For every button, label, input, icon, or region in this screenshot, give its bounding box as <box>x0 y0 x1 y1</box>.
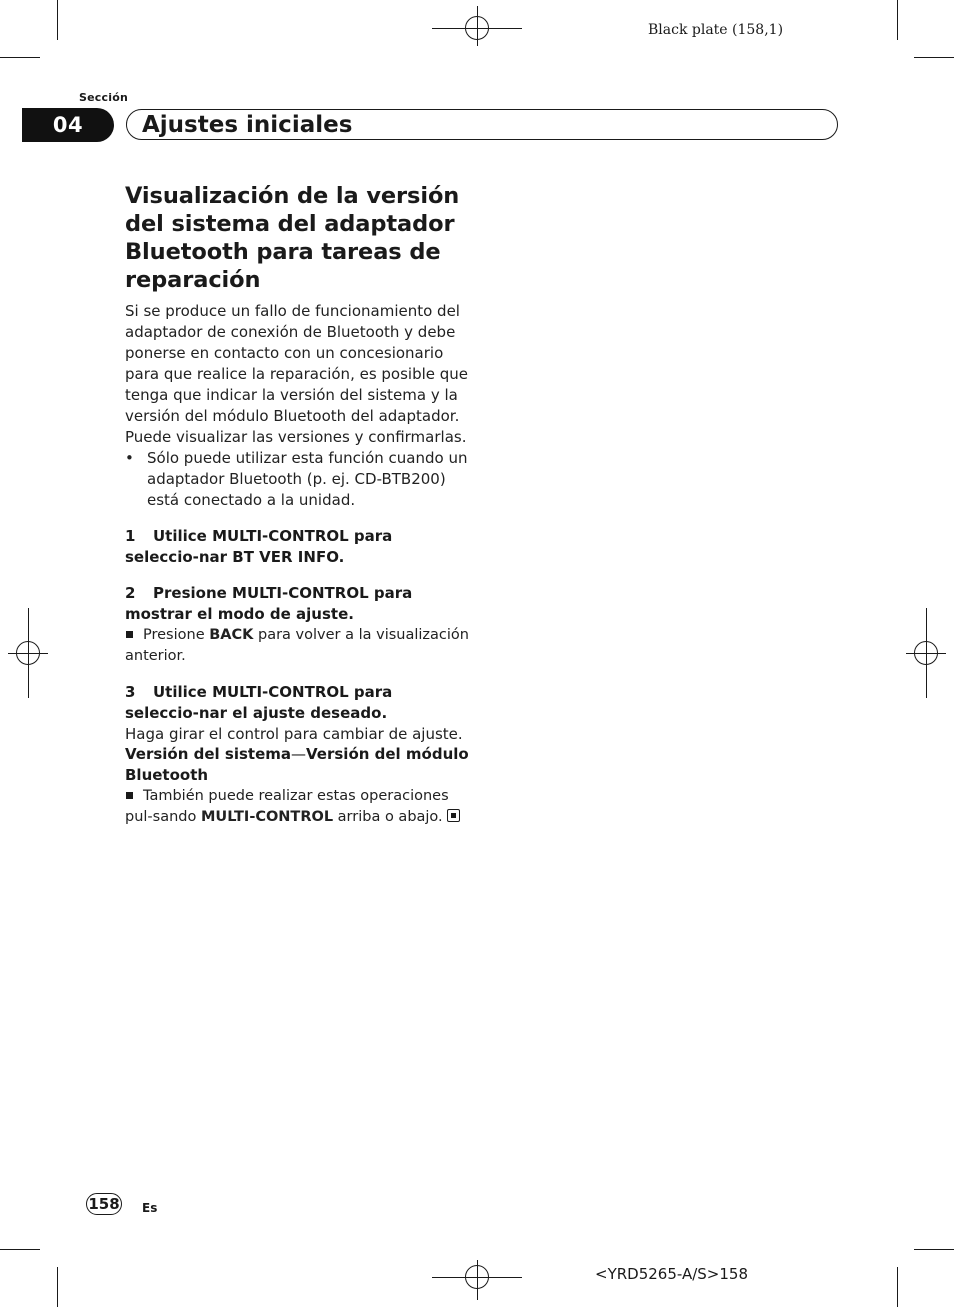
bullet-item <box>125 448 470 511</box>
end-mark-icon <box>447 809 460 822</box>
note-square-icon <box>126 792 133 799</box>
page-number-badge <box>86 1193 122 1215</box>
step-number: 2 <box>125 584 136 602</box>
option-module-version: Versión del módulo Bluetooth <box>125 745 469 784</box>
page-number: 158 <box>88 1195 120 1213</box>
section-number: 04 <box>52 113 84 137</box>
step-1 <box>125 526 470 568</box>
back-key-label: BACK <box>209 627 254 643</box>
note-multicontrol: También puede realizar estas operaciones pul-sando MULTI-CONTROL arriba o abajo. <box>125 786 470 828</box>
language-code: Es <box>142 1201 158 1215</box>
step-text: Utilice MULTI-CONTROL para seleccio-nar BT VER INFO. <box>125 527 393 566</box>
options-list <box>125 744 470 786</box>
step-text: Utilice MULTI-CONTROL para seleccio-nar el ajuste deseado. <box>125 683 393 722</box>
crop-mark <box>0 57 40 58</box>
crop-mark <box>0 1249 40 1250</box>
option-system-version: Versión del sistema <box>125 745 292 763</box>
bullet-icon: • <box>125 449 134 467</box>
article-heading: Visualización de la versión del sistema del adaptador Bluetooth para tareas de reparación <box>125 183 460 293</box>
intro-paragraph: Si se produce un fallo de funcionamiento del adaptador de conexión de Bluetooth y debe ponerse en contacto con un concesionario para que realice la reparación, es posible que tenga que indicar la versión del sistema y la versión del módulo Bluetooth del adaptador. Puede visualizar las versiones y confirmarlas. <box>125 302 469 446</box>
registration-mark <box>465 16 489 40</box>
section-title: Ajustes iniciales <box>142 112 353 138</box>
step-number: 1 <box>125 527 136 545</box>
step-text: Presione MULTI-CONTROL para mostrar el modo de ajuste. <box>125 584 413 623</box>
note-back: Presione BACK para volver a la visualización anterior. <box>125 627 469 664</box>
registration-mark <box>16 641 40 665</box>
crop-mark <box>914 1249 954 1250</box>
crop-mark <box>897 1267 898 1307</box>
crop-mark <box>897 0 898 40</box>
option-separator: — <box>291 745 307 763</box>
step-number: 3 <box>125 683 136 701</box>
step3-description: Haga girar el control para cambiar de ajuste. <box>125 725 463 743</box>
section-label: Sección <box>79 91 128 104</box>
document-code: <YRD5265-A/S>158 <box>595 1265 748 1283</box>
crop-mark <box>57 1267 58 1307</box>
bullet-text: Sólo puede utilizar esta función cuando un adaptador Bluetooth (p. ej. CD-BTB200) está conectado a la unidad. <box>147 449 468 509</box>
multi-control-label: MULTI-CONTROL <box>200 809 334 825</box>
registration-mark <box>914 641 938 665</box>
plate-label: Black plate (158,1) <box>648 22 784 38</box>
registration-mark <box>465 1265 489 1289</box>
crop-mark <box>57 0 58 40</box>
step-2 <box>125 583 470 625</box>
step-3 <box>125 682 470 724</box>
crop-mark <box>914 57 954 58</box>
section-number-badge <box>22 108 114 142</box>
note-square-icon <box>126 631 133 638</box>
